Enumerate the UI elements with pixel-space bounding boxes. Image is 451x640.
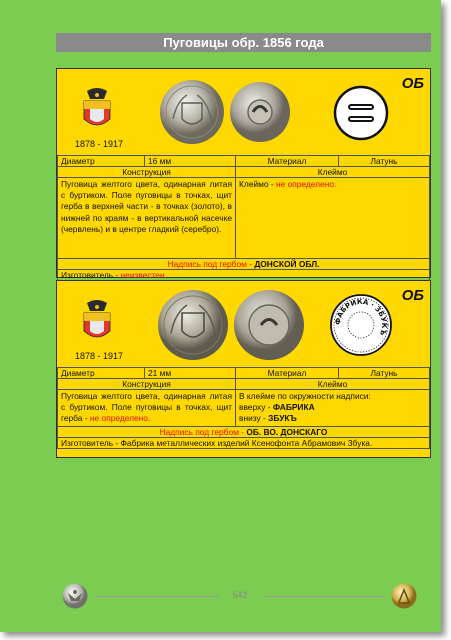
button-back-photo [229, 81, 291, 143]
inscription-row [58, 259, 430, 270]
stamp-bottom-label: внизу - [239, 413, 269, 424]
button-back-photo [233, 289, 305, 361]
material-value: Латунь [339, 156, 430, 167]
stamp-label: Клеймо - [239, 179, 276, 189]
page-title: Пуговицы обр. 1856 года [56, 33, 431, 52]
page-number: 542 [232, 590, 248, 600]
maker-value: неизвестен. [120, 270, 167, 280]
construction-description [58, 390, 236, 427]
eagle-button-icon [62, 583, 88, 609]
button-card-1 [56, 68, 431, 278]
spec-table [57, 367, 430, 449]
diameter-label: Диаметр [58, 156, 145, 167]
stamp-top-label: вверху - [239, 402, 273, 413]
years-label: 1878 - 1917 [75, 351, 124, 361]
material-value: Латунь [339, 368, 430, 379]
inscription-row [58, 427, 430, 438]
stamp-line-1: В клейме по окружности надписи: [239, 391, 371, 401]
button-front-photo [159, 79, 225, 145]
material-label: Материал [236, 156, 339, 167]
diameter-value: 16 мм [145, 156, 236, 167]
construction-header: Конструкция [58, 379, 236, 390]
mark-code: ОБ [401, 287, 424, 304]
inscription-label: Надпись под гербом - [167, 259, 255, 269]
stamp-line-3 [239, 413, 426, 424]
monogram-button-icon [391, 583, 417, 609]
inscription-value: ОБ. ВО. ДОНСКАГО [246, 427, 328, 437]
inscription-label: Надпись под гербом - [159, 427, 247, 437]
construction-description: Пуговица желтого цвета, одинарная литая с буртиком. Поле пуговицы в точках, щит герба в верхней части - в точках (золото), в нижней по краям - в вертикальной насечке (червлень) и в центре гладкий (серебро). [58, 178, 236, 259]
spec-table [57, 155, 430, 281]
construction-undetermined: не определено. [89, 413, 151, 424]
construction-header: Конструкция [58, 167, 236, 178]
image-zone [57, 69, 430, 155]
diameter-label: Диаметр [58, 368, 145, 379]
button-card-2 [56, 280, 431, 458]
stamp-description [236, 178, 430, 259]
coat-of-arms-icon [82, 299, 112, 343]
button-front-photo [157, 289, 229, 361]
inscription-value: ДОНСКОЙ ОБЛ. [254, 259, 320, 269]
stamp-diagram [333, 85, 389, 141]
image-zone [57, 281, 430, 367]
stamp-diagram [329, 293, 393, 357]
diameter-value: 21 мм [145, 368, 236, 379]
stamp-bottom-value: ЗБУКЪ [268, 413, 297, 424]
stamp-top-value: ФАБРИКА [272, 402, 315, 413]
stamp-description [236, 390, 430, 427]
material-label: Материал [236, 368, 339, 379]
footer-line-right [262, 596, 384, 597]
stamp-header: Клеймо [236, 167, 430, 178]
maker-label: Изготовитель - [61, 270, 121, 280]
mark-code: ОБ [401, 75, 424, 92]
maker-row: Изготовитель - Фабрика металлических изделий Ксенофонта Абрамович Збука. [58, 438, 430, 449]
construction-text: Пуговица желтого цвета, одинарная литая с буртиком. Поле пуговицы в точках, щит герба - [61, 391, 232, 424]
maker-row [58, 270, 430, 281]
coat-of-arms-icon [82, 87, 112, 131]
stamp-line-2 [239, 402, 426, 413]
footer-line-left [96, 596, 220, 597]
stamp-value: не определено. [275, 179, 337, 189]
stamp-ring-text: ФАБРИКА · ЗБУКЪ [333, 297, 389, 337]
stamp-header: Клеймо [236, 379, 430, 390]
years-label: 1878 - 1917 [75, 139, 124, 149]
